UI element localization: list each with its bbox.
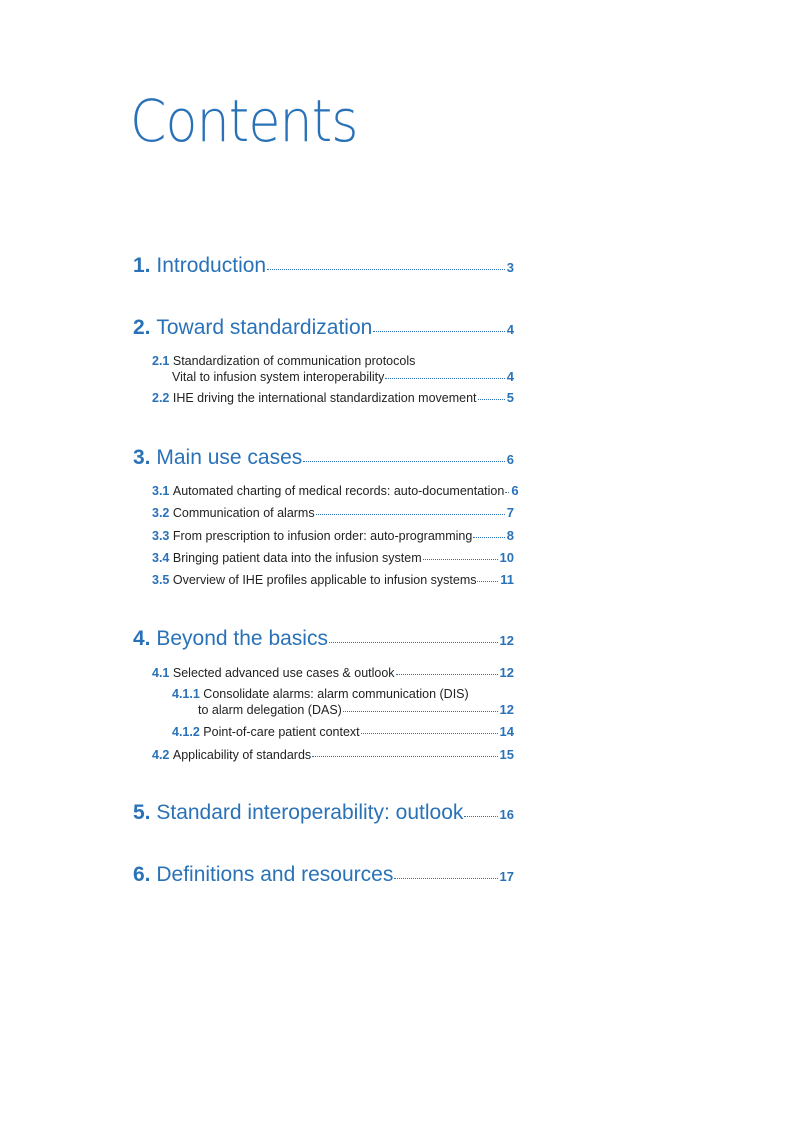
toc-number: 2.2	[152, 391, 170, 405]
toc-label: Standardization of communication protocols	[172, 354, 416, 368]
dot-leader	[316, 514, 505, 515]
dot-leader	[464, 816, 497, 817]
toc-label: Bringing patient data into the infusion system	[172, 551, 422, 565]
toc-number: 4.1.2	[172, 725, 200, 739]
toc-page: 12	[499, 702, 514, 717]
toc-page: 10	[499, 550, 514, 565]
toc-entry-3-2[interactable]	[152, 505, 514, 520]
toc-label: Automated charting of medical records: auto-documentation	[172, 484, 505, 498]
dot-leader	[312, 756, 497, 757]
toc-entry-standard-interoperability[interactable]	[133, 801, 514, 825]
toc-number: 3.4	[152, 551, 170, 565]
toc-entry-introduction[interactable]	[133, 254, 514, 278]
toc-number: 1.	[133, 254, 151, 277]
toc-entry-4-2[interactable]	[152, 747, 514, 762]
toc-number: 4.1	[152, 666, 170, 680]
toc-page: 16	[499, 807, 514, 822]
dot-leader	[385, 378, 504, 379]
toc-page: 4	[506, 369, 514, 384]
toc-label: to alarm delegation (DAS)	[198, 703, 342, 717]
toc-page: 8	[506, 528, 514, 543]
toc-label: Toward standardization	[156, 316, 373, 339]
toc-entry-2-2[interactable]	[152, 390, 514, 405]
toc-label: Selected advanced use cases & outlook	[172, 666, 395, 680]
dot-leader	[394, 878, 497, 879]
toc-entry-4-1-1-line1[interactable]	[172, 687, 469, 701]
toc-entry-main-use-cases[interactable]	[133, 446, 514, 470]
dot-leader	[396, 674, 498, 675]
dot-leader	[473, 537, 504, 538]
dot-leader	[329, 642, 498, 643]
toc-number: 4.1.1	[172, 687, 200, 701]
toc-label: Beyond the basics	[156, 627, 328, 650]
toc-label: IHE driving the international standardization movement	[172, 391, 477, 405]
toc-page: 15	[499, 747, 514, 762]
toc-number: 2.1	[152, 354, 170, 368]
dot-leader	[303, 461, 505, 462]
toc-label: Standard interoperability: outlook	[156, 801, 464, 824]
toc-page: 11	[500, 572, 514, 587]
toc-entry-toward-standardization[interactable]	[133, 316, 514, 340]
toc-entry-2-1-line2[interactable]	[172, 369, 514, 384]
toc-number: 4.2	[152, 748, 170, 762]
toc-entry-2-1-line1[interactable]	[152, 354, 415, 368]
toc-label: Definitions and resources	[156, 863, 394, 886]
toc-page: 7	[506, 505, 514, 520]
toc-label: Vital to infusion system interoperability	[172, 370, 385, 384]
toc-number: 3.	[133, 446, 151, 469]
toc-page: 14	[499, 724, 514, 739]
toc-entry-4-1-2[interactable]	[172, 724, 514, 739]
toc-number: 6.	[133, 863, 151, 886]
dot-leader	[267, 269, 505, 270]
toc-page: 12	[499, 633, 514, 648]
page-title: Contents	[130, 87, 358, 155]
toc-label: Overview of IHE profiles applicable to infusion systems	[172, 573, 477, 587]
toc-label: Introduction	[156, 254, 267, 277]
toc-entry-3-3[interactable]	[152, 528, 514, 543]
toc-entry-3-5[interactable]	[152, 572, 514, 587]
dot-leader	[478, 399, 505, 400]
toc-entry-4-1-1-line2[interactable]	[198, 702, 514, 717]
toc-page: 4	[506, 322, 514, 337]
dot-leader	[343, 711, 498, 712]
toc-page: 3	[506, 260, 514, 275]
toc-number: 3.2	[152, 506, 170, 520]
toc-page: 12	[499, 665, 514, 680]
toc-entry-3-1[interactable]	[152, 483, 519, 498]
dot-leader	[477, 581, 498, 582]
toc-entry-beyond-the-basics[interactable]	[133, 627, 514, 651]
toc-page: 6	[506, 452, 514, 467]
toc-number: 3.3	[152, 529, 170, 543]
toc-label: Communication of alarms	[172, 506, 315, 520]
toc-number: 3.5	[152, 573, 170, 587]
dot-leader	[505, 492, 509, 493]
toc-number: 2.	[133, 316, 151, 339]
dot-leader	[423, 559, 498, 560]
toc-entry-4-1[interactable]	[152, 665, 514, 680]
toc-label: From prescription to infusion order: auto-programming	[172, 529, 473, 543]
dot-leader	[373, 331, 504, 332]
toc-label: Main use cases	[156, 446, 303, 469]
toc-page: 17	[499, 869, 514, 884]
toc-label: Point-of-care patient context	[203, 725, 360, 739]
toc-label: Consolidate alarms: alarm communication (DIS)	[203, 687, 469, 701]
toc-number: 3.1	[152, 484, 170, 498]
toc-page: 5	[506, 390, 514, 405]
dot-leader	[361, 733, 498, 734]
toc-entry-3-4[interactable]	[152, 550, 514, 565]
toc-entry-definitions-and-resources[interactable]	[133, 863, 514, 887]
toc-page: 6	[511, 483, 519, 498]
toc-number: 4.	[133, 627, 151, 650]
toc-number: 5.	[133, 801, 151, 824]
toc-label: Applicability of standards	[172, 748, 312, 762]
